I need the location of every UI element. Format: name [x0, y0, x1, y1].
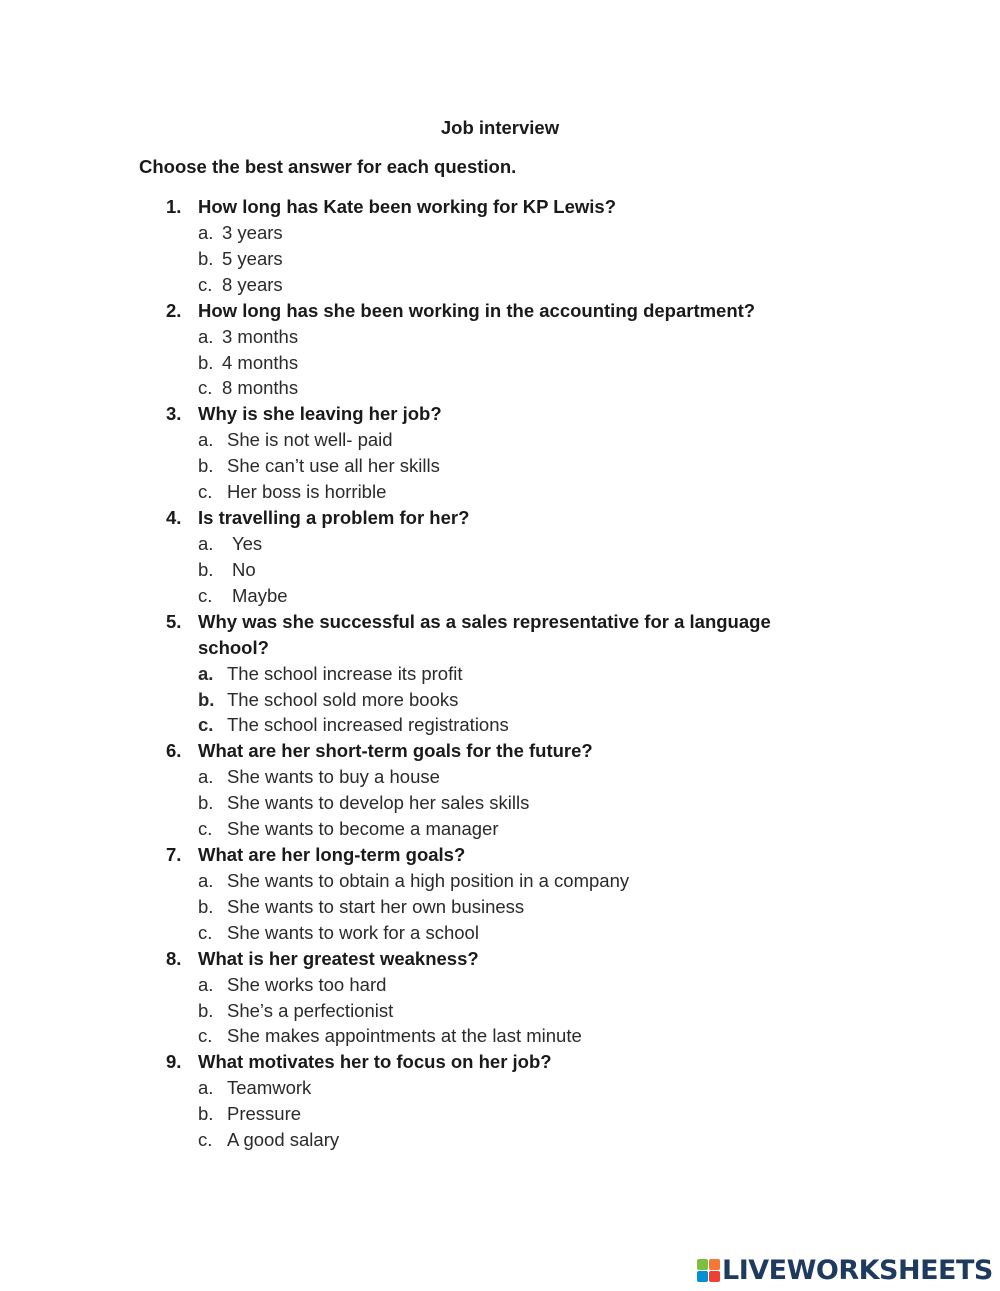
option-9b[interactable]: [0, 1101, 1000, 1127]
option-text: Pressure: [227, 1103, 302, 1125]
option-5b[interactable]: [0, 687, 1000, 713]
question-1: [0, 194, 1000, 220]
option-letter: b.: [198, 351, 214, 373]
option-letter: c.: [198, 584, 213, 606]
liveworksheets-logo: [697, 1255, 993, 1285]
option-letter: a.: [198, 1077, 214, 1099]
option-8a[interactable]: [0, 972, 1000, 998]
logo-text: LIVEWORKSHEETS: [722, 1254, 993, 1286]
option-text: She works too hard: [227, 973, 387, 995]
option-8c[interactable]: [0, 1023, 1000, 1049]
question-number: 6.: [166, 740, 182, 762]
option-1b[interactable]: [0, 246, 1000, 272]
option-9c[interactable]: [0, 1127, 1000, 1153]
question-number: 7.: [166, 844, 182, 866]
question-number: 5.: [166, 610, 182, 632]
option-letter: c.: [198, 377, 213, 399]
option-letter: c.: [198, 1025, 213, 1047]
question-text: Is travelling a problem for her?: [198, 507, 470, 529]
option-letter: a.: [198, 222, 214, 243]
option-text: She wants to become a manager: [227, 818, 499, 840]
option-text: She wants to obtain a high position in a company: [227, 870, 630, 892]
option-text: A good salary: [227, 1129, 340, 1151]
option-text: 4 months: [222, 351, 299, 373]
option-text: 5 years: [222, 247, 283, 269]
option-text: Teamwork: [227, 1077, 312, 1099]
option-letter: c.: [198, 818, 213, 840]
option-5a[interactable]: [0, 661, 1000, 687]
option-6b[interactable]: [0, 790, 1000, 816]
logo-block: [697, 1271, 708, 1282]
option-text: 8 months: [222, 377, 299, 399]
option-text: She wants to work for a school: [227, 921, 479, 943]
option-1c[interactable]: [0, 272, 1000, 298]
question-text: How long has Kate been working for KP Lewis?: [198, 196, 617, 217]
option-8b[interactable]: [0, 998, 1000, 1024]
logo-block: [697, 1259, 708, 1270]
option-3a[interactable]: [0, 427, 1000, 453]
question-text: Why was she successful as a sales representative for a language school?: [198, 610, 771, 658]
option-text: She makes appointments at the last minute: [227, 1025, 582, 1047]
option-text: She wants to buy a house: [227, 766, 440, 788]
option-text: She’s a perfectionist: [227, 999, 394, 1021]
logo-block: [709, 1271, 720, 1282]
option-2b[interactable]: [0, 350, 1000, 376]
question-3: [0, 401, 1000, 427]
option-letter: b.: [198, 688, 215, 710]
option-5c[interactable]: [0, 712, 1000, 738]
question-text: What are her long-term goals?: [198, 844, 466, 866]
question-number: 4.: [166, 507, 182, 529]
option-letter: a.: [198, 325, 214, 347]
question-text: What are her short-term goals for the future?: [198, 740, 593, 762]
logo-block: [709, 1259, 720, 1270]
page-title: Job interview: [440, 117, 560, 138]
option-letter: c.: [198, 273, 213, 295]
option-4a[interactable]: [0, 531, 1000, 557]
question-number: 2.: [166, 299, 182, 321]
option-text: She is not well- paid: [227, 429, 393, 451]
option-text: Maybe: [232, 584, 288, 606]
logo-blocks-icon: [697, 1259, 720, 1282]
question-number: 9.: [166, 1051, 182, 1073]
question-number: 8.: [166, 947, 182, 969]
question-6: [0, 738, 1000, 764]
option-3c[interactable]: [0, 479, 1000, 505]
option-letter: b.: [198, 247, 214, 269]
option-text: 3 months: [222, 325, 299, 347]
question-8: [0, 946, 1000, 972]
option-letter: a.: [198, 533, 214, 555]
question-text: How long has she been working in the accounting department?: [198, 299, 756, 321]
option-letter: b.: [198, 1103, 214, 1125]
option-letter: a.: [198, 766, 214, 788]
option-text: The school increased registrations: [227, 714, 509, 736]
option-6a[interactable]: [0, 764, 1000, 790]
question-9: [0, 1049, 1000, 1075]
option-text: Yes: [232, 533, 263, 555]
option-letter: c.: [198, 481, 213, 503]
question-5: [0, 609, 1000, 661]
question-2: [0, 298, 1000, 324]
instructions: Choose the best answer for each question.: [139, 156, 517, 177]
question-7: [0, 842, 1000, 868]
option-letter: b.: [198, 455, 214, 477]
question-list: [0, 194, 1000, 1153]
question-number: 1.: [166, 196, 182, 217]
option-4b[interactable]: [0, 557, 1000, 583]
option-text: She wants to develop her sales skills: [227, 792, 530, 814]
option-letter: a.: [198, 662, 214, 684]
option-text: Her boss is horrible: [227, 481, 387, 503]
option-letter: a.: [198, 870, 214, 892]
option-letter: b.: [198, 895, 214, 917]
option-text: She can’t use all her skills: [227, 455, 440, 477]
option-letter: c.: [198, 1129, 213, 1151]
option-text: No: [232, 558, 256, 580]
question-4: [0, 505, 1000, 531]
option-letter: b.: [198, 792, 214, 814]
option-text: The school increase its profit: [227, 662, 463, 684]
option-text: 3 years: [222, 222, 283, 243]
question-text: Why is she leaving her job?: [198, 403, 442, 425]
question-text: What is her greatest weakness?: [198, 947, 479, 969]
option-letter: c.: [198, 714, 214, 736]
option-3b[interactable]: [0, 453, 1000, 479]
option-letter: c.: [198, 921, 213, 943]
option-text: 8 years: [222, 273, 283, 295]
option-letter: a.: [198, 973, 214, 995]
option-letter: b.: [198, 558, 214, 580]
option-7b[interactable]: [0, 894, 1000, 920]
option-7a[interactable]: [0, 868, 1000, 894]
option-2c[interactable]: [0, 375, 1000, 401]
option-2a[interactable]: [0, 324, 1000, 350]
option-7c[interactable]: [0, 920, 1000, 946]
option-letter: a.: [198, 429, 214, 451]
question-text: What motivates her to focus on her job?: [198, 1051, 552, 1073]
option-1a[interactable]: [0, 220, 1000, 246]
option-letter: b.: [198, 999, 214, 1021]
option-6c[interactable]: [0, 816, 1000, 842]
option-text: The school sold more books: [227, 688, 459, 710]
option-9a[interactable]: [0, 1075, 1000, 1101]
question-number: 3.: [166, 403, 182, 425]
option-text: She wants to start her own business: [227, 895, 525, 917]
option-4c[interactable]: [0, 583, 1000, 609]
